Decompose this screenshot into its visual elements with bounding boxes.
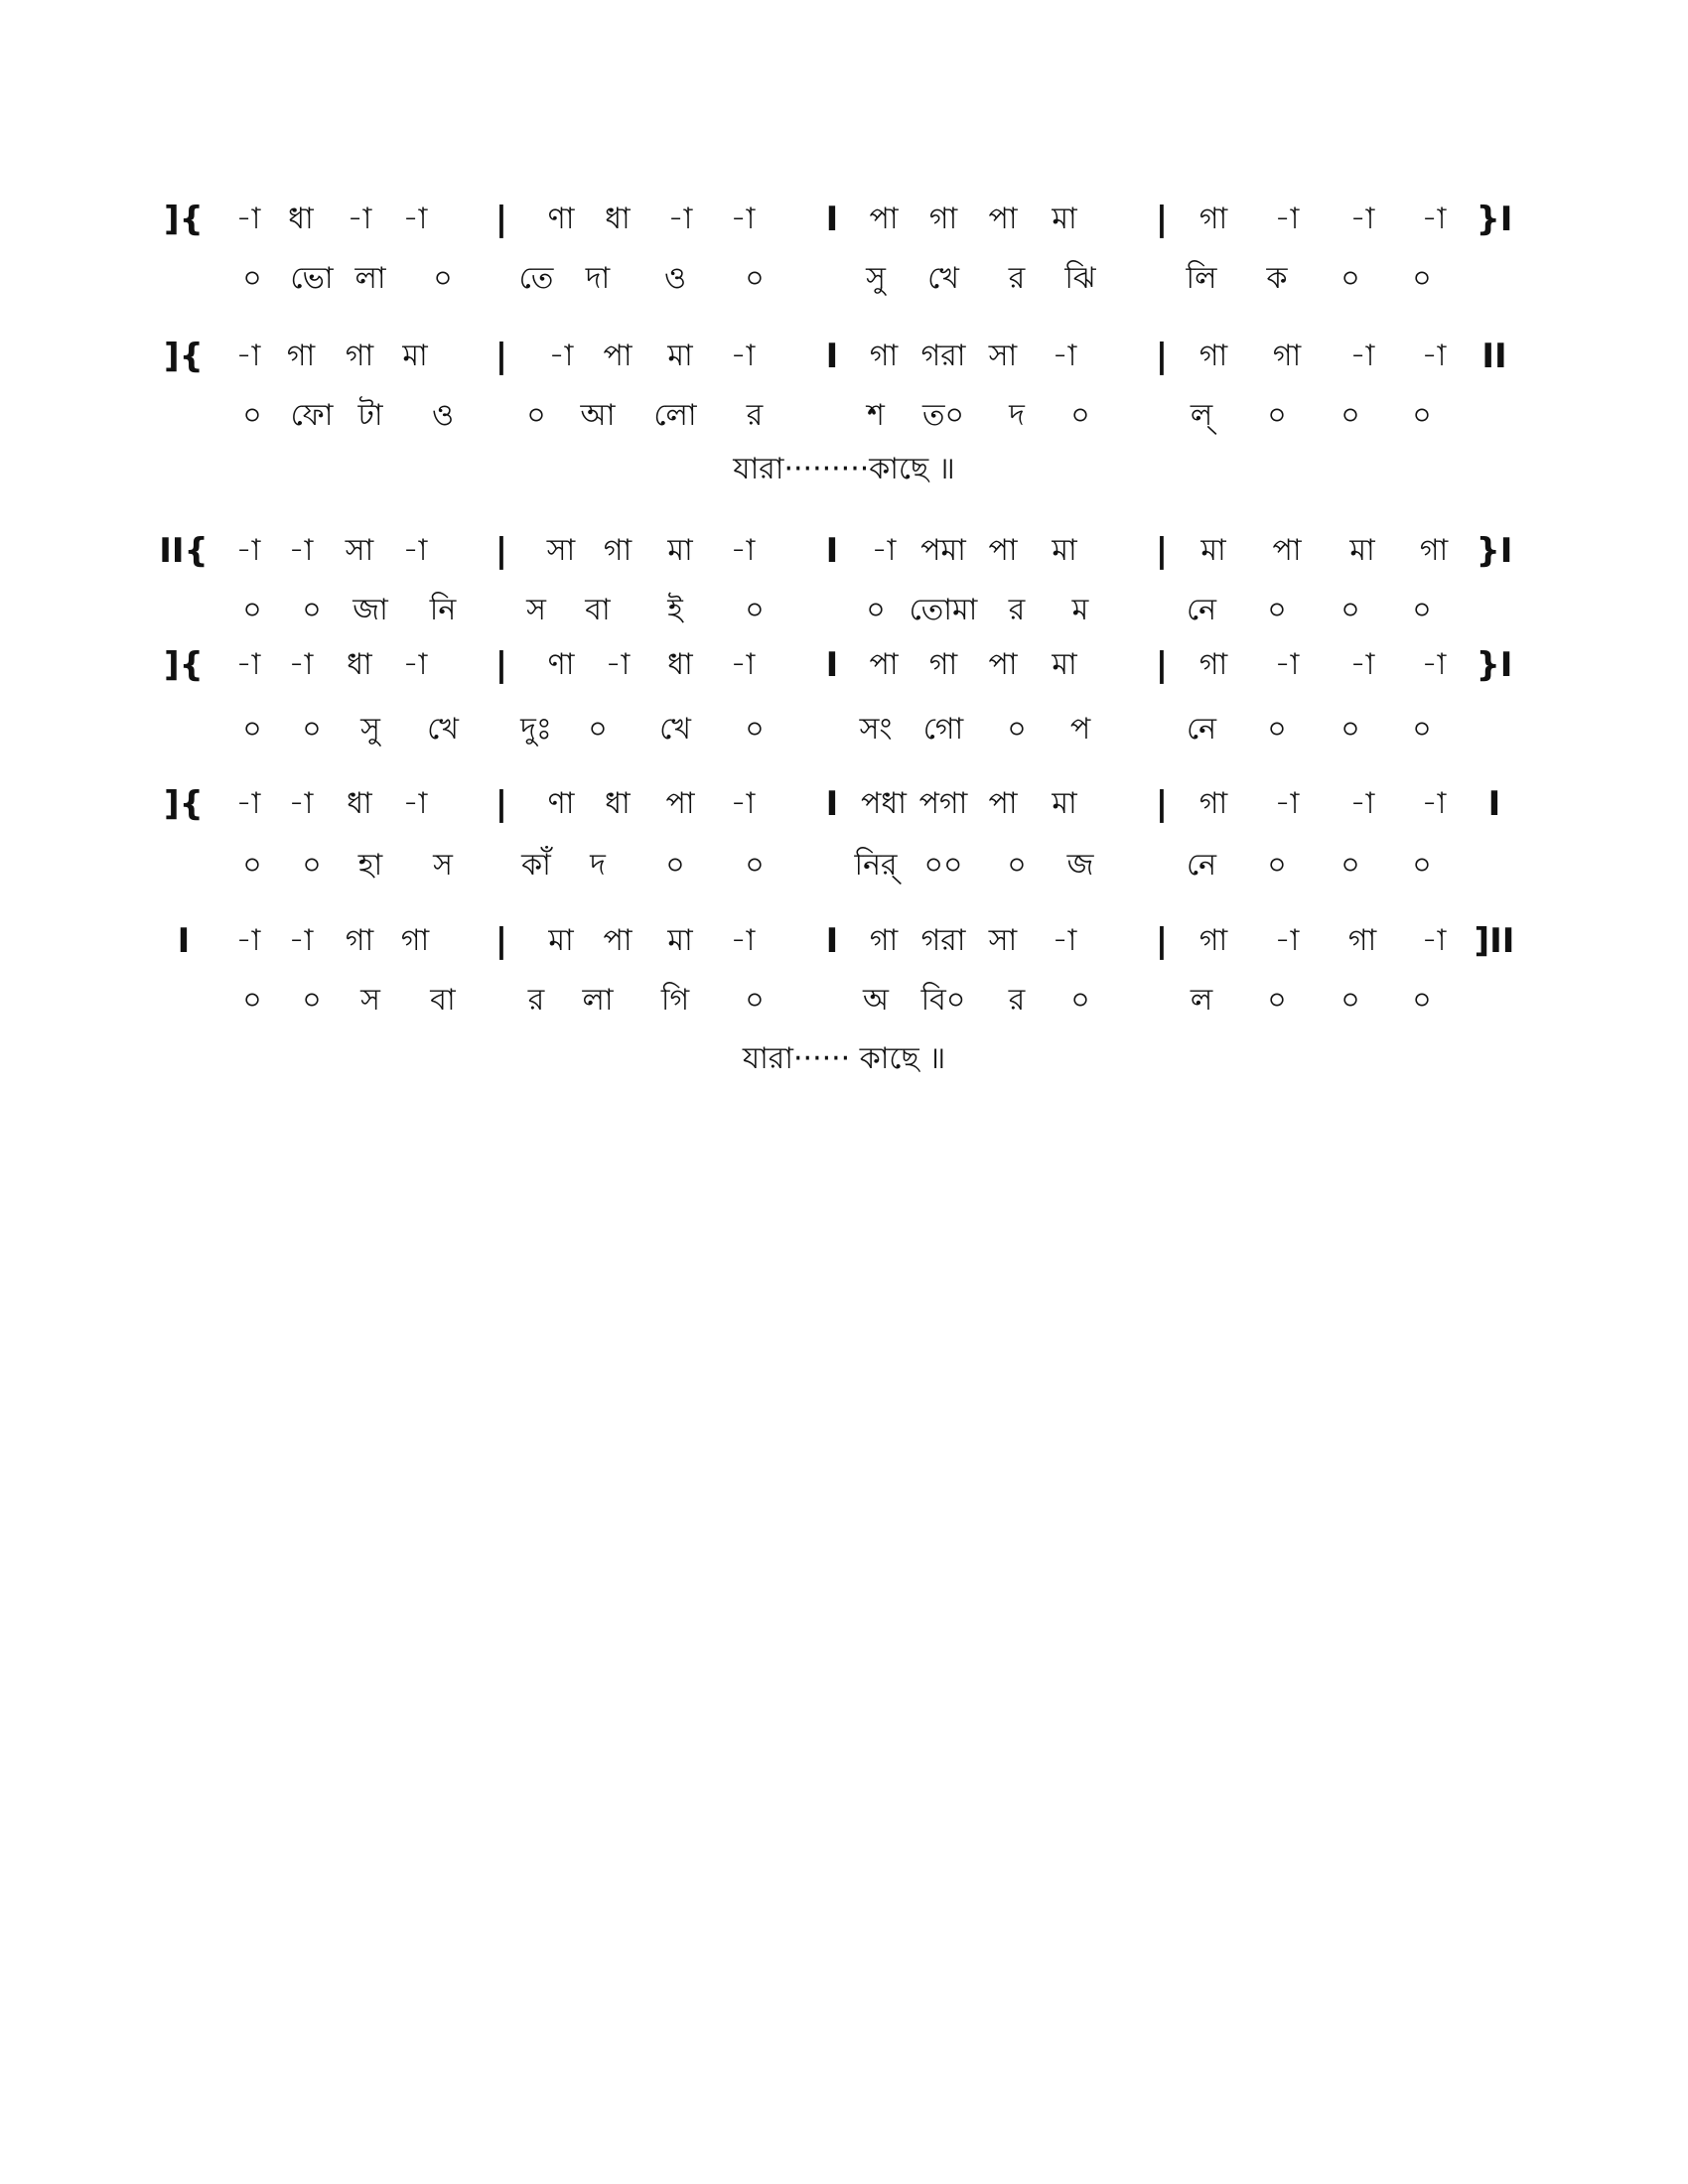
swar-note: -া (1052, 339, 1077, 373)
swar-note: -া (235, 647, 261, 682)
swar-note: গা (345, 339, 374, 373)
swar-note: মা (1052, 786, 1077, 821)
lyric-syllable: ০ (1412, 261, 1432, 296)
swar-note: ণা (547, 647, 575, 682)
lyric-line (0, 841, 1688, 890)
lyric-syllable: ০ (302, 848, 322, 883)
bar-line: I (825, 200, 839, 239)
lyric-syllable: ০ (1267, 983, 1287, 1018)
lyric-syllable: ০ (1070, 983, 1090, 1018)
lyric-syllable: ০ (745, 983, 765, 1018)
swar-note: -া (1421, 647, 1447, 682)
swar-note: পা (988, 533, 1018, 568)
lyric-syllable: কাঁ (521, 848, 551, 883)
swar-note: পা (603, 339, 633, 373)
lyric-syllable: ০ (302, 983, 322, 1018)
bar-line: ]{ (164, 337, 204, 376)
bar-line: | (1155, 337, 1169, 376)
swar-note: গা (1198, 786, 1228, 821)
swar-line (0, 332, 1688, 381)
bar-line: II{ (159, 531, 209, 571)
bar-line: I (177, 921, 191, 961)
swar-note: গা (928, 647, 958, 682)
lyric-syllable: লো (653, 398, 697, 433)
lyric-syllable: ০ (866, 593, 886, 627)
swar-note: -া (730, 786, 756, 821)
lyric-syllable: সু (866, 261, 886, 296)
lyric-syllable: স (360, 983, 380, 1018)
swar-note: গা (1198, 339, 1228, 373)
swar-note: গরা (920, 339, 966, 373)
bar-line: ]{ (164, 784, 204, 824)
lyric-syllable: ০ (745, 712, 765, 747)
lyric-syllable: ০ (1267, 848, 1287, 883)
swar-note: মা (548, 923, 574, 958)
swar-note: -া (235, 923, 261, 958)
swar-note: মা (1052, 202, 1077, 236)
swar-note: পা (988, 202, 1018, 236)
lyric-syllable: নে (1186, 712, 1217, 747)
bar-line: I (825, 531, 839, 571)
lyric-syllable: র (746, 398, 764, 433)
lyric-syllable: র (527, 983, 545, 1018)
swar-note: পা (988, 647, 1018, 682)
bar-line: | (494, 531, 508, 571)
swar-note: -া (730, 923, 756, 958)
lyric-syllable: প (1069, 712, 1091, 747)
lyric-syllable: ০ (1007, 712, 1027, 747)
swar-line (0, 916, 1688, 966)
lyric-syllable: ফো (290, 398, 334, 433)
bar-line: I (825, 337, 839, 376)
swar-note: মা (402, 339, 428, 373)
lyric-syllable: দুঃ (520, 712, 552, 747)
lyric-syllable: ০০ (923, 848, 963, 883)
bar-line: | (1155, 921, 1169, 961)
swar-note: ধা (667, 647, 693, 682)
lyric-syllable: দ (590, 848, 606, 883)
lyric-syllable: লা (354, 261, 386, 296)
swar-note: গা (603, 533, 633, 568)
swar-note: সা (546, 533, 576, 568)
lyric-syllable: দা (585, 261, 611, 296)
lyric-syllable: হা (357, 848, 383, 883)
lyric-syllable: স (526, 593, 546, 627)
swar-note: -া (1274, 786, 1300, 821)
swar-note: -া (1421, 923, 1447, 958)
lyric-syllable: ক (1266, 261, 1288, 296)
swar-note: -া (402, 202, 428, 236)
lyric-syllable: বা (430, 983, 456, 1018)
lyric-line (0, 705, 1688, 754)
lyric-syllable: ০ (1267, 398, 1287, 433)
lyric-syllable: ঝি (1064, 261, 1096, 296)
swar-note: পা (869, 647, 899, 682)
swar-note: গা (1198, 202, 1228, 236)
swar-note: -া (1052, 923, 1077, 958)
bar-line: I (1487, 784, 1501, 824)
bar-line: I (825, 645, 839, 685)
bar-line: I (825, 784, 839, 824)
swar-note: মা (1052, 533, 1077, 568)
lyric-syllable: ০ (1412, 593, 1432, 627)
swar-note: -া (1349, 202, 1375, 236)
swar-note: পগা (918, 786, 968, 821)
lyric-syllable: গি (660, 983, 690, 1018)
swar-note: -া (235, 786, 261, 821)
lyric-syllable: ০ (745, 593, 765, 627)
bar-line: }I (1476, 200, 1513, 239)
swar-line (0, 640, 1688, 690)
lyric-syllable: ম (1071, 593, 1089, 627)
swar-note: ধা (605, 202, 631, 236)
lyric-syllable: ০ (745, 848, 765, 883)
swar-note: -া (730, 339, 756, 373)
lyric-syllable: সং (859, 712, 893, 747)
swar-note: -া (288, 533, 314, 568)
lyric-syllable: জ (1066, 848, 1094, 883)
swar-note: -া (730, 533, 756, 568)
lyric-line (0, 976, 1688, 1025)
swar-note: -া (402, 533, 428, 568)
swar-note: ধা (605, 786, 631, 821)
bar-line: | (494, 645, 508, 685)
lyric-syllable: দ (1009, 398, 1025, 433)
swar-note: -া (402, 786, 428, 821)
swar-note: -া (1349, 647, 1375, 682)
lyric-syllable: ০ (242, 712, 262, 747)
swar-note: মা (1052, 647, 1077, 682)
swar-note: গা (1198, 647, 1228, 682)
bar-line: | (494, 337, 508, 376)
lyric-syllable: ০ (526, 398, 546, 433)
swar-note: গা (1272, 339, 1302, 373)
swar-note: -া (1274, 647, 1300, 682)
swar-note: -া (347, 202, 372, 236)
swar-note: ধা (347, 647, 372, 682)
lyric-syllable: ০ (242, 983, 262, 1018)
lyric-syllable: র (1008, 261, 1026, 296)
lyric-syllable: ০ (1412, 983, 1432, 1018)
swar-note: -া (235, 533, 261, 568)
swar-note: গা (400, 923, 430, 958)
bar-line: }I (1476, 531, 1513, 571)
lyric-syllable: খে (659, 712, 691, 747)
lyric-syllable: ০ (242, 261, 262, 296)
swar-note: মা (667, 339, 693, 373)
swar-note: গা (345, 923, 374, 958)
swar-note: গা (928, 202, 958, 236)
lyric-syllable: ০ (433, 261, 453, 296)
lyric-syllable: নে (1186, 848, 1217, 883)
lyric-syllable: টা (357, 398, 383, 433)
lyric-syllable: ০ (1340, 712, 1360, 747)
swar-note: -া (1421, 786, 1447, 821)
lyric-syllable: ০ (242, 398, 262, 433)
swar-note: গা (869, 339, 899, 373)
swar-note: পধা (861, 786, 907, 821)
swar-note: মা (1349, 533, 1375, 568)
lyric-syllable: ০ (745, 261, 765, 296)
lyric-syllable: ভো (290, 261, 334, 296)
lyric-syllable: খে (927, 261, 959, 296)
lyric-line (0, 254, 1688, 304)
lyric-syllable: ০ (302, 593, 322, 627)
lyric-syllable: লা (582, 983, 614, 1018)
swar-note: পা (665, 786, 695, 821)
swar-line (0, 526, 1688, 576)
swar-note: গরা (920, 923, 966, 958)
bar-line: | (1155, 200, 1169, 239)
refrain-line: যারা······ কাছে ॥ (742, 1041, 946, 1076)
bar-line: ]{ (164, 645, 204, 685)
lyric-syllable: ০ (1412, 848, 1432, 883)
lyric-syllable: ০ (242, 593, 262, 627)
bar-line: | (494, 784, 508, 824)
swar-note: ণা (547, 786, 575, 821)
bar-line: I (825, 921, 839, 961)
swar-note: -া (548, 339, 574, 373)
swar-note: -া (1421, 339, 1447, 373)
bar-line: II (1481, 337, 1507, 376)
swar-note: পা (988, 786, 1018, 821)
lyric-syllable: ল্ (1190, 398, 1213, 433)
swar-note: সা (345, 533, 374, 568)
bar-line: }I (1476, 645, 1513, 685)
lyric-line (0, 391, 1688, 441)
lyric-syllable: অ (863, 983, 889, 1018)
swar-note: গা (1419, 533, 1449, 568)
swar-note: -া (1274, 202, 1300, 236)
refrain-line: যারা·········কাছে ॥ (733, 452, 955, 486)
bar-line: | (1155, 645, 1169, 685)
bar-line: ]{ (164, 200, 204, 239)
lyric-syllable: ০ (1412, 712, 1432, 747)
swar-note: -া (1349, 339, 1375, 373)
swar-note: মা (1200, 533, 1226, 568)
lyric-syllable: ০ (1070, 398, 1090, 433)
bar-line: | (1155, 784, 1169, 824)
swar-note: মা (667, 533, 693, 568)
lyric-syllable: তে (518, 261, 554, 296)
lyric-syllable: বা (585, 593, 611, 627)
swar-note: -া (288, 647, 314, 682)
lyric-syllable: ০ (588, 712, 608, 747)
lyric-syllable: র (1008, 593, 1026, 627)
lyric-syllable: ০ (1340, 848, 1360, 883)
swar-note: -া (1421, 202, 1447, 236)
lyric-syllable: সু (360, 712, 380, 747)
lyric-syllable: ০ (1267, 593, 1287, 627)
swar-note: গা (1198, 923, 1228, 958)
swar-note: -া (730, 202, 756, 236)
lyric-syllable: ০ (1340, 593, 1360, 627)
swar-note: -া (235, 339, 261, 373)
lyric-syllable: ০ (1340, 983, 1360, 1018)
lyric-syllable: ০ (1007, 848, 1027, 883)
swar-note: -া (402, 647, 428, 682)
lyric-syllable: ০ (1267, 712, 1287, 747)
swar-note: -া (667, 202, 693, 236)
lyric-syllable: শ (867, 398, 885, 433)
swar-note: মা (667, 923, 693, 958)
swar-note: -া (871, 533, 897, 568)
swar-note: -া (730, 647, 756, 682)
lyric-syllable: স (433, 848, 453, 883)
swar-note: -া (1349, 786, 1375, 821)
lyric-syllable: লি (1186, 261, 1217, 296)
swar-note: ধা (347, 786, 372, 821)
lyric-syllable: ই (667, 593, 683, 627)
lyric-syllable: নি (429, 593, 457, 627)
swar-note: গা (286, 339, 316, 373)
bar-line: ]II (1474, 921, 1515, 961)
swar-note: -া (235, 202, 261, 236)
swar-note: -া (288, 786, 314, 821)
lyric-syllable: তোমা (909, 593, 978, 627)
bar-line: | (494, 200, 508, 239)
lyric-syllable: ০ (302, 712, 322, 747)
swar-note: ধা (288, 202, 314, 236)
lyric-syllable: ও (431, 398, 455, 433)
swar-note: -া (1274, 923, 1300, 958)
lyric-syllable: নির্ (854, 848, 898, 883)
swar-line (0, 779, 1688, 829)
lyric-syllable: ০ (242, 848, 262, 883)
bar-line: | (1155, 531, 1169, 571)
swar-note: পা (869, 202, 899, 236)
lyric-syllable: ০ (1340, 398, 1360, 433)
lyric-line (0, 586, 1688, 635)
swar-note: পা (1272, 533, 1302, 568)
swar-note: ণা (547, 202, 575, 236)
lyric-syllable: জা (352, 593, 388, 627)
swar-note: সা (988, 339, 1018, 373)
lyric-syllable: বি০ (920, 983, 966, 1018)
swar-note: পা (603, 923, 633, 958)
lyric-syllable: গো (922, 712, 964, 747)
lyric-syllable: ০ (665, 848, 685, 883)
lyric-syllable: আ (580, 398, 616, 433)
bar-line: | (494, 921, 508, 961)
swar-line (0, 195, 1688, 244)
lyric-syllable: ও (663, 261, 687, 296)
lyric-syllable: নে (1186, 593, 1217, 627)
lyric-syllable: ০ (1340, 261, 1360, 296)
lyric-syllable: ০ (1412, 398, 1432, 433)
lyric-syllable: খে (427, 712, 459, 747)
swar-note: সা (988, 923, 1018, 958)
lyric-syllable: ল (1190, 983, 1213, 1018)
swar-note: পমা (920, 533, 966, 568)
swar-note: গা (1347, 923, 1377, 958)
swar-note: গা (869, 923, 899, 958)
swar-note: -া (288, 923, 314, 958)
lyric-syllable: র (1008, 983, 1026, 1018)
swar-note: -া (605, 647, 631, 682)
lyric-syllable: ত০ (921, 398, 965, 433)
